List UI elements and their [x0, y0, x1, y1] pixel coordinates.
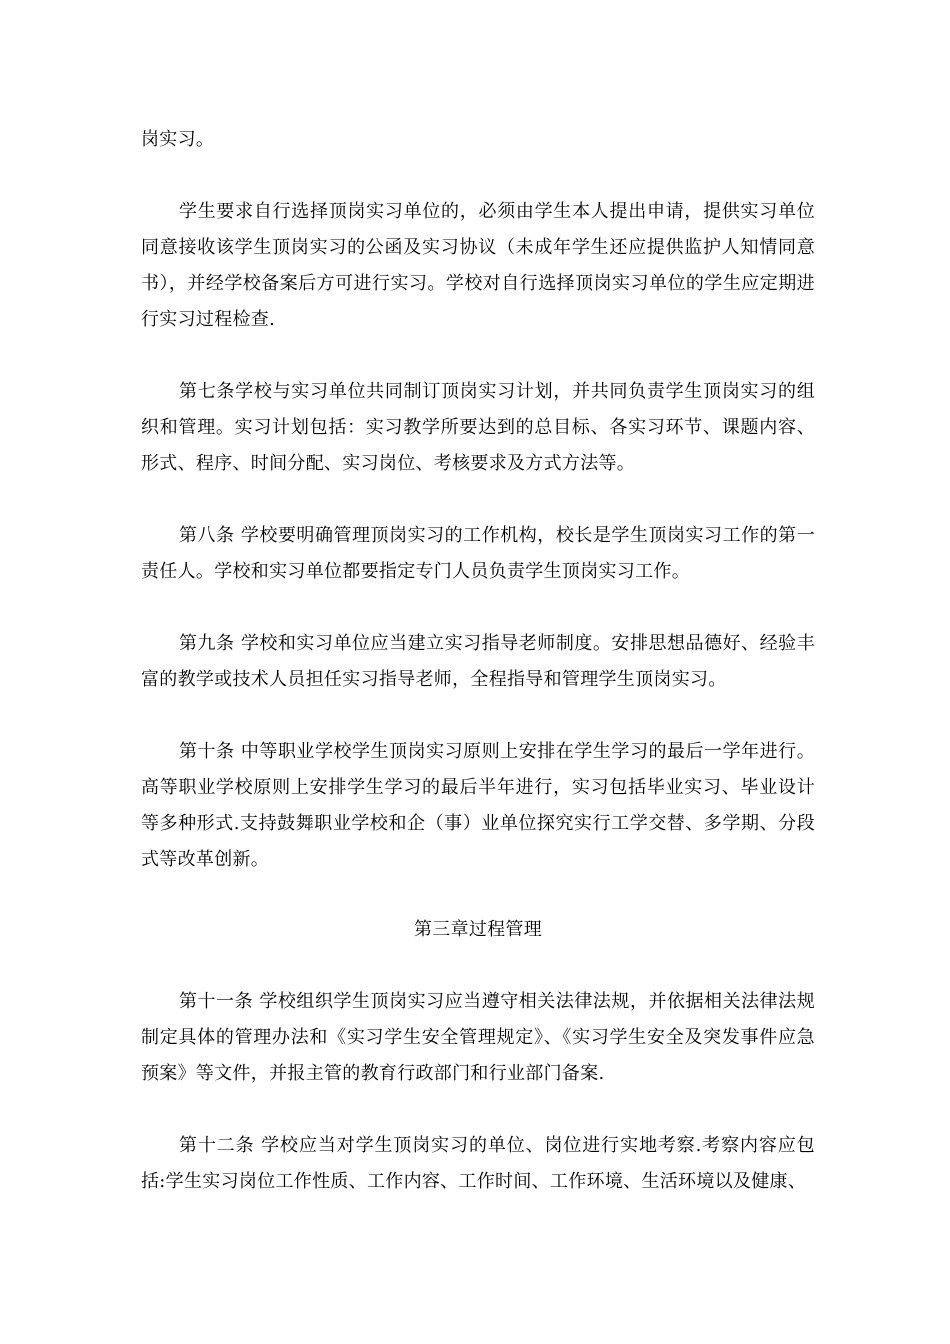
paragraph-article-9: 第九条 学校和实习单位应当建立实习指导老师制度。安排思想品德好、经验丰富的教学或技术人员担任实习指导老师，全程指导和管理学生顶岗实习。: [141, 633, 815, 690]
paragraph-self-selected-internship: 学生要求自行选择顶岗实习单位的，必须由学生本人提出申请，提供实习单位同意接收该学生顶岗实习的公函及实习协议（未成年学生还应提供监护人知情同意书），并经学校备案后方可进行实习。学校对自行选择顶岗实习单位的学生应定期进行实习过程检查.: [141, 201, 815, 330]
paragraph-article-11: 第十一条 学校组织学生顶岗实习应当遵守相关法律法规，并依据相关法律法规制定具体的管理办法和《实习学生安全管理规定》、《实习学生安全及突发事件应急预案》等文件，并报主管的教育行政部门和行业部门备案.: [141, 991, 815, 1084]
paragraph-article-8: 第八条 学校要明确管理顶岗实习的工作机构，校长是学生顶岗实习工作的第一责任人。学校和实习单位都要指定专门人员负责学生顶岗实习工作。: [141, 525, 815, 582]
chapter-heading: 第三章过程管理: [413, 919, 543, 940]
paragraph-article-7: 第七条学校与实习单位共同制订顶岗实习计划，并共同负责学生顶岗实习的组织和管理。实习计划包括：实习教学所要达到的总目标、各实习环节、课题内容、形式、程序、时间分配、实习岗位、考核要求及方式方法等。: [141, 381, 815, 474]
paragraph-article-12: 第十二条 学校应当对学生顶岗实习的单位、岗位进行实地考察.考察内容应包括:学生实习岗位工作性质、工作内容、工作时间、工作环境、生活环境以及健康、: [141, 1135, 815, 1192]
paragraph-continuation: 岗实习。: [141, 129, 215, 150]
paragraph-article-10: 第十条 中等职业学校学生顶岗实习原则上安排在学生学习的最后一学年进行。高等职业学校原则上安排学生学习的最后半年进行，实习包括毕业实习、毕业设计等多种形式.支持鼓舞职业学校和企（事）业单位探究实行工学交替、多学期、分段式等改革创新。: [141, 741, 815, 870]
